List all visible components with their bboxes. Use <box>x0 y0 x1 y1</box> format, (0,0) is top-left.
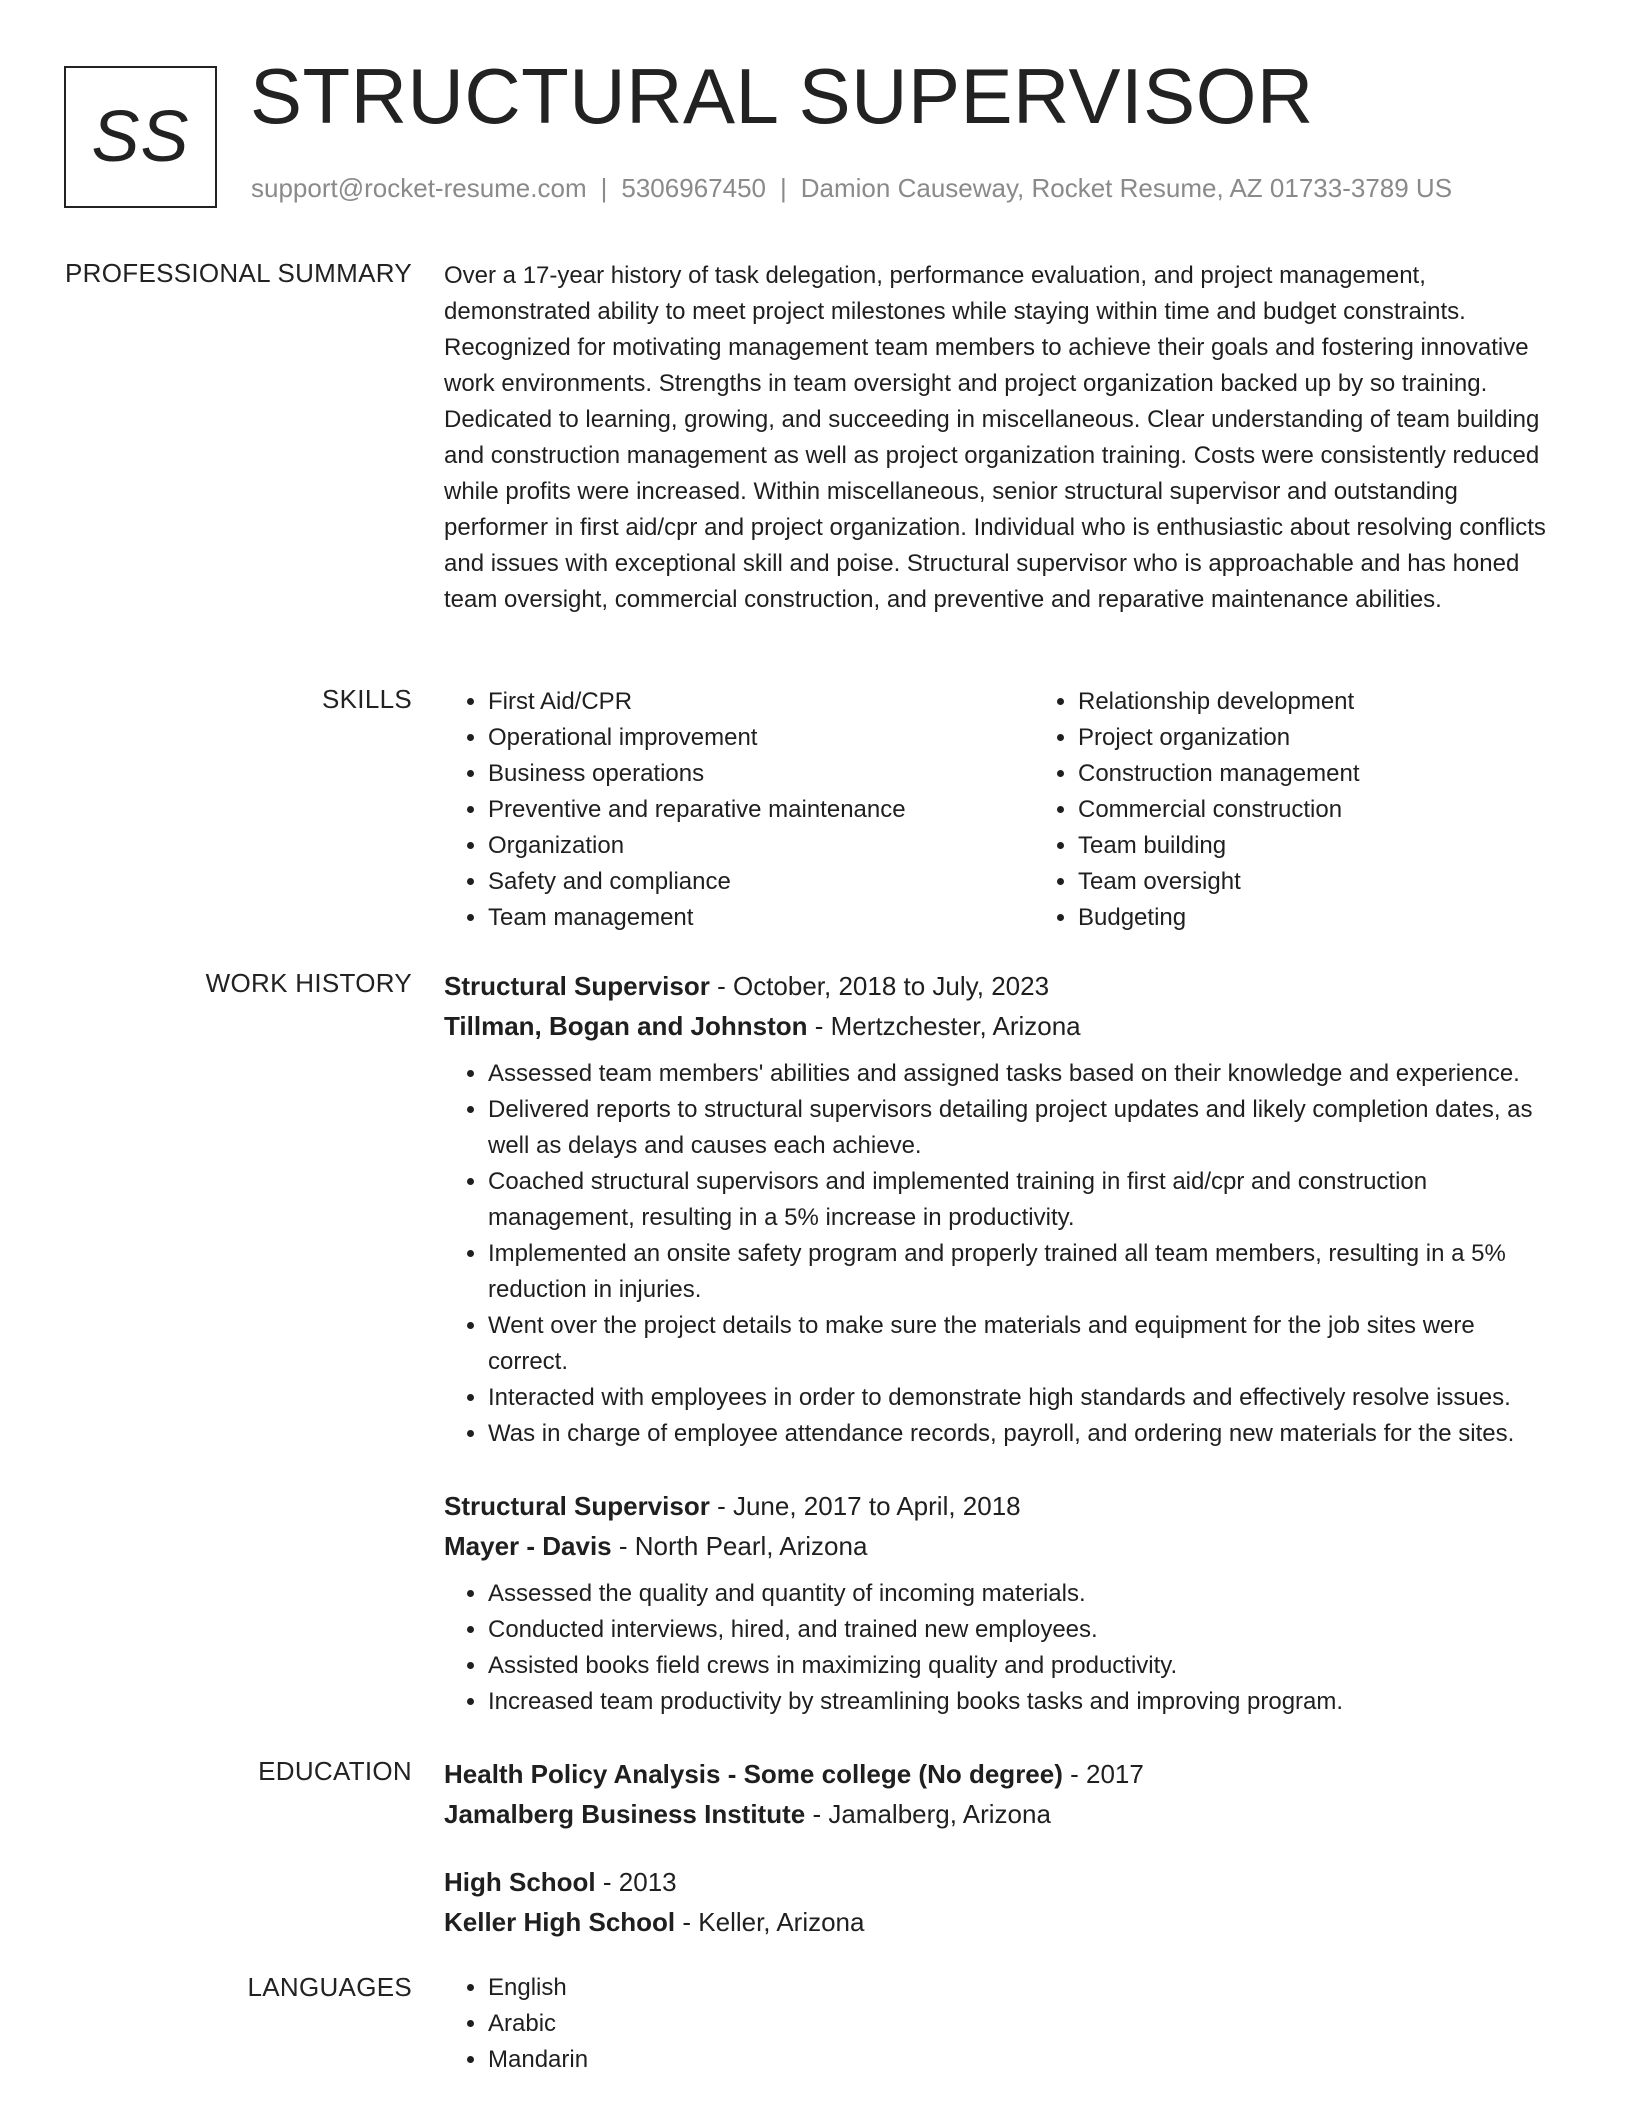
education-heading: EDUCATION <box>258 1756 412 1786</box>
job-bullet: • Increased team productivity by streamlining books tasks and improving program. <box>488 1684 1554 1720</box>
job-bullet: • Assisted books field crews in maximizing quality and productivity. <box>488 1648 1554 1684</box>
contact-email[interactable]: support@rocket-resume.com <box>251 173 587 203</box>
education-year: - 2017 <box>1062 1759 1144 1789</box>
education-location: - Keller, Arizona <box>675 1907 865 1937</box>
skills-list-right <box>1034 684 1624 936</box>
job-dates: - June, 2017 to April, 2018 <box>709 1491 1021 1521</box>
summary-text: Over a 17-year history of task delegation, performance evaluation, and project management, demonstrated ability to meet project milestones while staying within time and budget constraints. Recognized for motivating management team members to achieve their goals and fostering innovative work environments. Strengths in team oversight and project organization backed up by so training. Dedicated to learning, growing, and succeeding in miscellaneous. Clear understanding of team building and construction management as well as project organization training. Costs were consistently reduced while profits were increased. Within miscellaneous, senior structural supervisor and outstanding performer in first aid/cpr and project organization. Individual who is enthusiastic about resolving conflicts and issues with exceptional skill and poise. Structural supervisor who is approachable and has honed team oversight, commercial construction, and preventive and reparative maintenance abilities. <box>444 262 1546 613</box>
skill-item: • Business operations <box>488 756 1034 792</box>
job-title-line <box>444 966 1554 1006</box>
skill-item: • Operational improvement <box>488 720 1034 756</box>
education-school: Jamalberg Business Institute <box>444 1799 806 1829</box>
job-company-line <box>444 1006 1554 1046</box>
languages-list <box>444 1970 1554 2078</box>
education-entry <box>444 1754 1554 1834</box>
job-company: Tillman, Bogan and Johnston <box>444 1011 808 1041</box>
job-entry <box>444 1486 1554 1720</box>
skill-item: • Team oversight <box>1078 864 1624 900</box>
job-entry <box>444 966 1554 1452</box>
education-school-line <box>444 1902 1554 1942</box>
skill-item: • Preventive and reparative maintenance <box>488 792 1034 828</box>
job-bullet-list <box>444 1056 1554 1452</box>
education-year: - 2013 <box>595 1867 677 1897</box>
job-title: Structural Supervisor <box>444 1491 710 1521</box>
job-bullet: • Assessed team members' abilities and assigned tasks based on their knowledge and experience. <box>488 1056 1554 1092</box>
education-degree: High School <box>444 1867 596 1897</box>
job-bullet: • Conducted interviews, hired, and trained new employees. <box>488 1612 1554 1648</box>
skill-item: • Team building <box>1078 828 1624 864</box>
monogram-initials: SS <box>91 97 190 177</box>
work-history-heading: WORK HISTORY <box>205 968 412 998</box>
job-company-line <box>444 1526 1554 1566</box>
education-degree-line <box>444 1862 1554 1902</box>
skills-heading: SKILLS <box>322 684 412 714</box>
job-location: - North Pearl, Arizona <box>611 1531 868 1561</box>
monogram-badge <box>64 66 217 208</box>
language-item: • English <box>488 1970 1554 2006</box>
education-location: - Jamalberg, Arizona <box>805 1799 1051 1829</box>
skill-item: • Relationship development <box>1078 684 1624 720</box>
job-bullet: • Was in charge of employee attendance records, payroll, and ordering new materials for the sites. <box>488 1416 1554 1452</box>
language-item: • Arabic <box>488 2006 1554 2042</box>
job-title: Structural Supervisor <box>444 971 710 1001</box>
job-bullet: • Interacted with employees in order to demonstrate high standards and effectively resolve issues. <box>488 1380 1554 1416</box>
contact-separator: | <box>780 173 787 203</box>
language-item: • Mandarin <box>488 2042 1554 2078</box>
job-bullet: • Went over the project details to make sure the materials and equipment for the job sites were correct. <box>488 1308 1554 1380</box>
skill-item: • Commercial construction <box>1078 792 1624 828</box>
job-title-line <box>444 1486 1554 1526</box>
contact-line <box>251 173 1452 204</box>
job-bullet: • Assessed the quality and quantity of incoming materials. <box>488 1576 1554 1612</box>
job-bullet: • Delivered reports to structural supervisors detailing project updates and likely completion dates, as well as delays and causes each achieve. <box>488 1092 1554 1164</box>
job-bullet: • Coached structural supervisors and implemented training in first aid/cpr and construction management, resulting in a 5% increase in productivity. <box>488 1164 1554 1236</box>
summary-heading: PROFESSIONAL SUMMARY <box>65 258 412 288</box>
languages-heading: LANGUAGES <box>247 1972 412 2002</box>
education-degree-line <box>444 1754 1554 1794</box>
page-title: STRUCTURAL SUPERVISOR <box>250 52 1314 140</box>
job-bullet-list <box>444 1576 1554 1720</box>
job-company: Mayer - Davis <box>444 1531 612 1561</box>
contact-separator: | <box>600 173 608 203</box>
skill-item: • Safety and compliance <box>488 864 1034 900</box>
education-school: Keller High School <box>444 1907 676 1937</box>
job-location: - Mertzchester, Arizona <box>807 1011 1081 1041</box>
contact-phone[interactable]: 5306967450 <box>621 173 766 203</box>
skill-item: • First Aid/CPR <box>488 684 1034 720</box>
skill-item: • Budgeting <box>1078 900 1624 936</box>
contact-address: Damion Causeway, Rocket Resume, AZ 01733-3789 US <box>800 173 1453 203</box>
education-degree: Health Policy Analysis - Some college (No degree) <box>444 1759 1063 1789</box>
education-school-line <box>444 1794 1554 1834</box>
skill-item: • Organization <box>488 828 1034 864</box>
skill-item: • Project organization <box>1078 720 1624 756</box>
education-entry <box>444 1862 1554 1942</box>
skill-item: • Construction management <box>1078 756 1624 792</box>
job-bullet: • Implemented an onsite safety program and properly trained all team members, resulting in a 5% reduction in injuries. <box>488 1236 1554 1308</box>
skills-list-left <box>444 684 1034 936</box>
job-dates: - October, 2018 to July, 2023 <box>709 971 1050 1001</box>
skill-item: • Team management <box>488 900 1034 936</box>
